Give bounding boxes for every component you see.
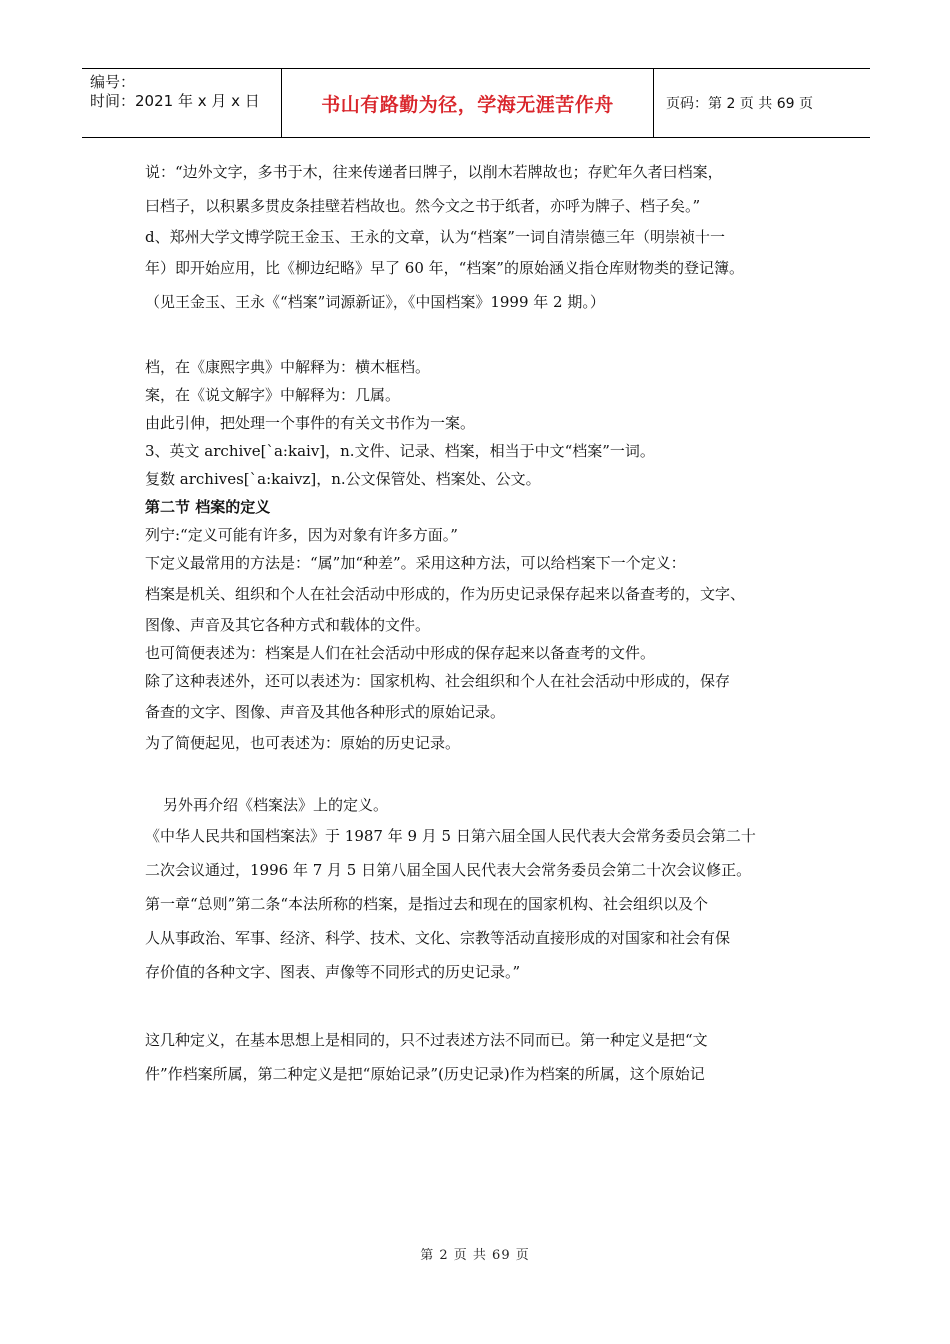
body-line: 除了这种表述外，还可以表述为：国家机构、社会组织和个人在社会活动中形成的，保存 — [145, 672, 731, 690]
body-line: 列宁:“定义可能有许多，因为对象有许多方面。” — [145, 526, 458, 544]
body-line: 曰档子，以积累多贯皮条挂壁若档故也。然今文之书于纸者，亦呼为牌子、档子矣。” — [145, 197, 701, 215]
body-line: 另外再介绍《档案法》上的定义。 — [163, 796, 389, 814]
body-line: 下定义最常用的方法是：“属”加“种差”。采用这种方法，可以给档案下一个定义： — [145, 554, 686, 572]
header-meta — [82, 69, 282, 137]
body-line: 也可简便表述为：档案是人们在社会活动中形成的保存起来以备查考的文件。 — [145, 644, 656, 662]
body-line: 件”作档案所属，第二种定义是把“原始记录”(历史记录)作为档案的所属，这个原始记 — [145, 1065, 705, 1083]
body-line: 二次会议通过，1996 年 7 月 5 日第八届全国人民代表大会常务委员会第二十次会议修正。 — [145, 861, 752, 879]
body-line: 图像、声音及其它各种方式和载体的文件。 — [145, 616, 431, 634]
body-line: 档案是机关、组织和个人在社会活动中形成的，作为历史记录保存起来以备查考的，文字、 — [145, 585, 746, 603]
page-footer: 第 2 页 共 69 页 — [420, 1248, 530, 1263]
body-line: d、郑州大学文博学院王金玉、王永的文章，认为“档案”一词自清崇德三年（明崇祯十一 — [145, 228, 725, 246]
body-line: 3、英文 archive[`a:kaiv]，n.文件、记录、档案，相当于中文“档案”一词。 — [145, 442, 655, 460]
body-line: 案，在《说文解字》中解释为：几属。 — [145, 386, 401, 404]
body-line: 第一章“总则”第二条“本法所称的档案，是指过去和现在的国家机构、社会组织以及个 — [145, 895, 709, 913]
body-line: 年）即开始应用，比《柳边纪略》早了 60 年，“档案”的原始涵义指仓库财物类的登记簿。 — [145, 259, 744, 277]
body-line: 复数 archives[`a:kaivz]，n.公文保管处、档案处、公文。 — [145, 470, 541, 488]
header-motto-cell — [282, 69, 654, 137]
page-header — [82, 68, 870, 138]
number-label: 编号： — [90, 73, 136, 91]
body-line: 这几种定义，在基本思想上是相同的，只不过表述方法不同而已。第一种定义是把“文 — [145, 1031, 708, 1049]
page-info: 页码：第 2 页 共 69 页 — [666, 96, 813, 112]
section-heading: 第二节 档案的定义 — [145, 498, 271, 516]
time-label: 时间：2021 年 x 月 x 日 — [90, 92, 260, 110]
header-page-info-cell — [654, 69, 870, 137]
body-line: 存价值的各种文字、图表、声像等不同形式的历史记录。” — [145, 963, 521, 981]
blank-line — [145, 319, 825, 353]
body-line: 《中华人民共和国档案法》于 1987 年 9 月 5 日第六届全国人民代表大会常务委员会第二十 — [145, 827, 756, 845]
motto-text: 书山有路勤为径，学海无涯苦作舟 — [321, 93, 614, 116]
body-line: 人从事政治、军事、经济、科学、技术、文化、宗教等活动直接形成的对国家和社会有保 — [145, 929, 731, 947]
body-line: 档，在《康熙字典》中解释为：横木框档。 — [145, 358, 431, 376]
blank-line — [145, 757, 825, 791]
body-line: 备查的文字、图像、声音及其他各种形式的原始记录。 — [145, 703, 506, 721]
body-line: （见王金玉、王永《“档案”词源新证》，《中国档案》1999 年 2 期。） — [145, 293, 605, 311]
body-line: 由此引伸，把处理一个事件的有关文书作为一案。 — [145, 414, 476, 432]
document-body — [145, 155, 825, 1091]
body-line: 说：“边外文字，多书于木，往来传递者曰牌子，以削木若牌故也；存贮年久者曰档案， — [145, 163, 723, 181]
body-line: 为了简便起见，也可表述为：原始的历史记录。 — [145, 734, 461, 752]
blank-line — [145, 989, 825, 1023]
